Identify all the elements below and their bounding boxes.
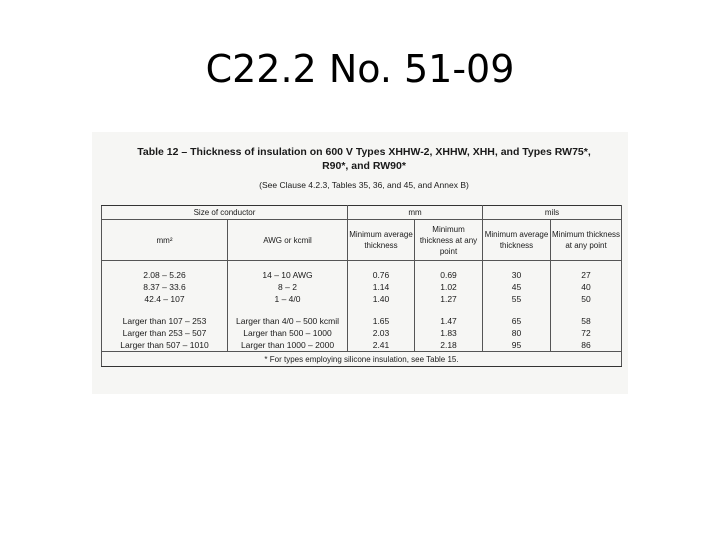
col-header-mm2: mm² xyxy=(102,220,228,261)
col-header-mils-avg: Minimum average thickness xyxy=(483,220,551,261)
cell-mm2: 2.08 – 5.26 8.37 – 33.6 42.4 – 107 xyxy=(102,269,228,305)
cell-mm-point: 1.47 1.83 2.18 xyxy=(415,315,483,352)
cell-mm-avg: 0.76 1.14 1.40 xyxy=(348,269,415,305)
cell-awg: 14 – 10 AWG 8 – 2 1 – 4/0 xyxy=(228,269,348,305)
cell-mils-point: 27 40 50 xyxy=(551,269,622,305)
slide-title: C22.2 No. 51-09 xyxy=(205,47,515,91)
cell-mm-point: 0.69 1.02 1.27 xyxy=(415,269,483,305)
cell-mils-avg: 65 80 95 xyxy=(483,315,551,352)
col-header-mm-avg: Minimum average thickness xyxy=(348,220,415,261)
cell-awg: Larger than 4/0 – 500 kcmil Larger than 500 – 1000 Larger than 1000 – 2000 xyxy=(228,315,348,352)
col-header-awg: AWG or kcmil xyxy=(228,220,348,261)
group-header-mils: mils xyxy=(483,206,622,220)
insulation-thickness-table xyxy=(101,205,622,367)
table-row-group-a xyxy=(102,269,622,305)
cell-mm-avg: 1.65 2.03 2.41 xyxy=(348,315,415,352)
table-title-line2: R90*, and RW90* xyxy=(322,160,406,172)
table-note: (See Clause 4.2.3, Tables 35, 36, and 45, and Annex B) xyxy=(259,180,469,190)
table-title-line1: Table 12 – Thickness of insulation on 600 V Types XHHW-2, XHHW, XHH, and Types RW75*, xyxy=(137,146,591,158)
col-header-mm-point: Minimum thickness at any point xyxy=(415,220,483,261)
table-title xyxy=(108,145,620,173)
table-footnote: * For types employing silicone insulation, see Table 15. xyxy=(102,352,622,367)
cell-mm2: Larger than 107 – 253 Larger than 253 – 507 Larger than 507 – 1010 xyxy=(102,315,228,352)
table-row-group-b xyxy=(102,315,622,352)
group-header-mm: mm xyxy=(348,206,483,220)
group-header-conductor: Size of conductor xyxy=(102,206,348,220)
cell-mils-point: 58 72 86 xyxy=(551,315,622,352)
col-header-mils-point: Minimum thickness at any point xyxy=(551,220,622,261)
cell-mils-avg: 30 45 55 xyxy=(483,269,551,305)
